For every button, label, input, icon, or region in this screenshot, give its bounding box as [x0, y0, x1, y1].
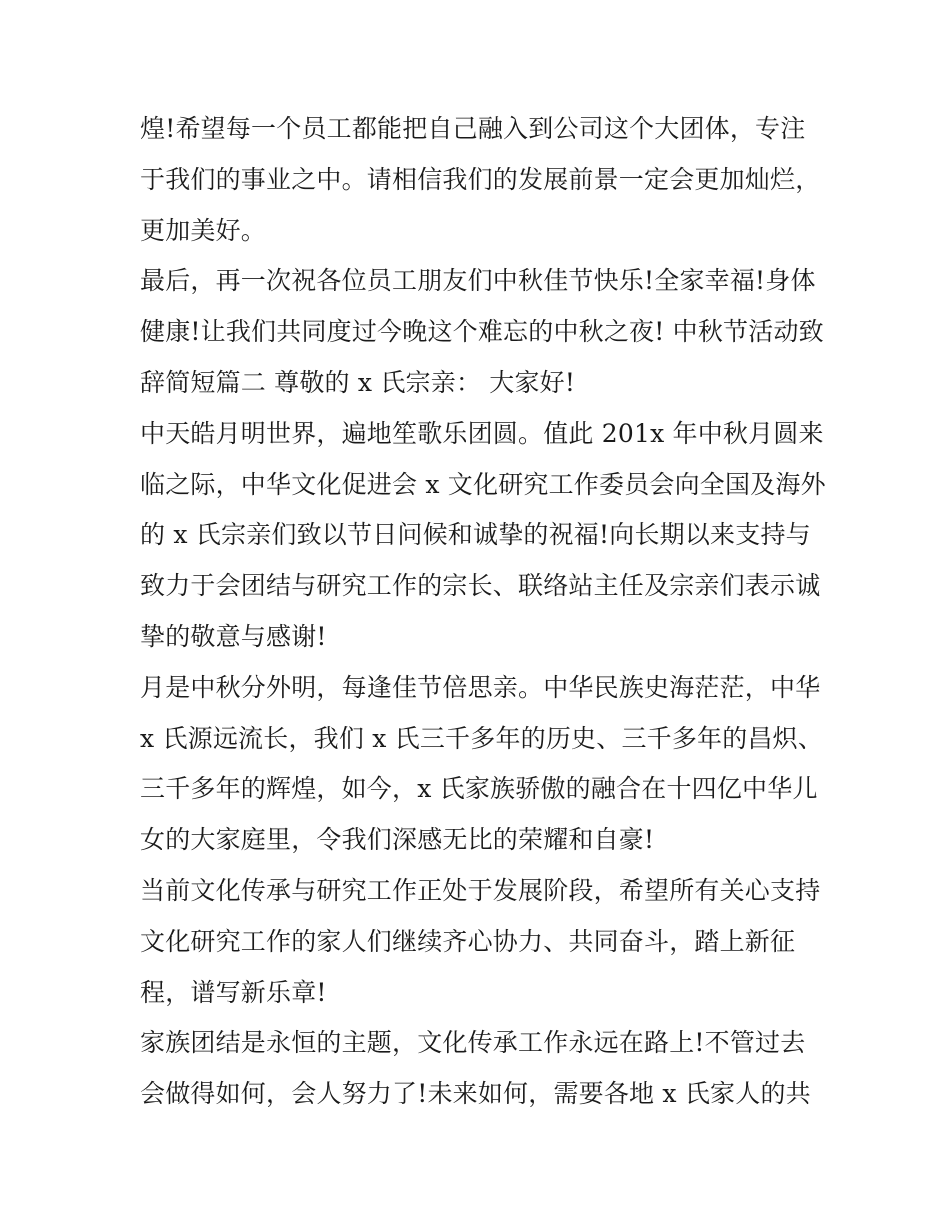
- text-line: 月是中秋分外明，每逢佳节倍思亲。中华民族史海茫茫，中华: [140, 672, 821, 702]
- text-line: 文化研究工作的家人们继续齐心协力、共同奋斗，踏上新征: [140, 926, 796, 956]
- text-line: 女的大家庭里，令我们深感无比的荣耀和自豪!: [140, 825, 655, 855]
- text-line: 最后，再一次祝各位员工朋友们中秋佳节快乐!全家幸福!身体: [140, 266, 816, 296]
- text-line: 当前文化传承与研究工作正处于发展阶段，希望所有关心支持: [140, 875, 821, 905]
- text-line: 于我们的事业之中。请相信我们的发展前景一定会更加灿烂，: [140, 164, 821, 194]
- text-line: 的 x 氏宗亲们致以节日问候和诚挚的祝福!向长期以来支持与: [140, 520, 811, 550]
- text-line: 辞简短篇二 尊敬的 x 氏宗亲： 大家好!: [140, 367, 576, 397]
- text-line: 健康!让我们共同度过今晚这个难忘的中秋之夜! 中秋节活动致: [140, 317, 824, 347]
- text-line: 临之际，中华文化促进会 x 文化研究工作委员会向全国及海外: [140, 469, 826, 499]
- text-line: 三千多年的辉煌，如今，x 氏家族骄傲的融合在十四亿中华儿: [140, 774, 818, 804]
- text-line: 家族团结是永恒的主题，文化传承工作永远在路上!不管过去: [140, 1028, 806, 1058]
- text-line: x 氏源远流长，我们 x 氏三千多年的历史、三千多年的昌炽、: [140, 723, 824, 753]
- body-text: [140, 104, 826, 1120]
- text-line: 致力于会团结与研究工作的宗长、联络站主任及宗亲们表示诚: [140, 571, 821, 601]
- text-line: 会做得如何，会人努力了!未来如何，需要各地 x 氏家人的共: [140, 1079, 811, 1109]
- text-line: 中天皓月明世界，遍地笙歌乐团圆。值此 201x 年中秋月圆来: [140, 418, 824, 448]
- text-line: 煌!希望每一个员工都能把自己融入到公司这个大团体，专注: [140, 114, 806, 143]
- text-line: 程，谱写新乐章!: [140, 977, 327, 1007]
- text-line: 更加美好。: [140, 215, 267, 245]
- text-line: 挚的敬意与感谢!: [140, 621, 327, 651]
